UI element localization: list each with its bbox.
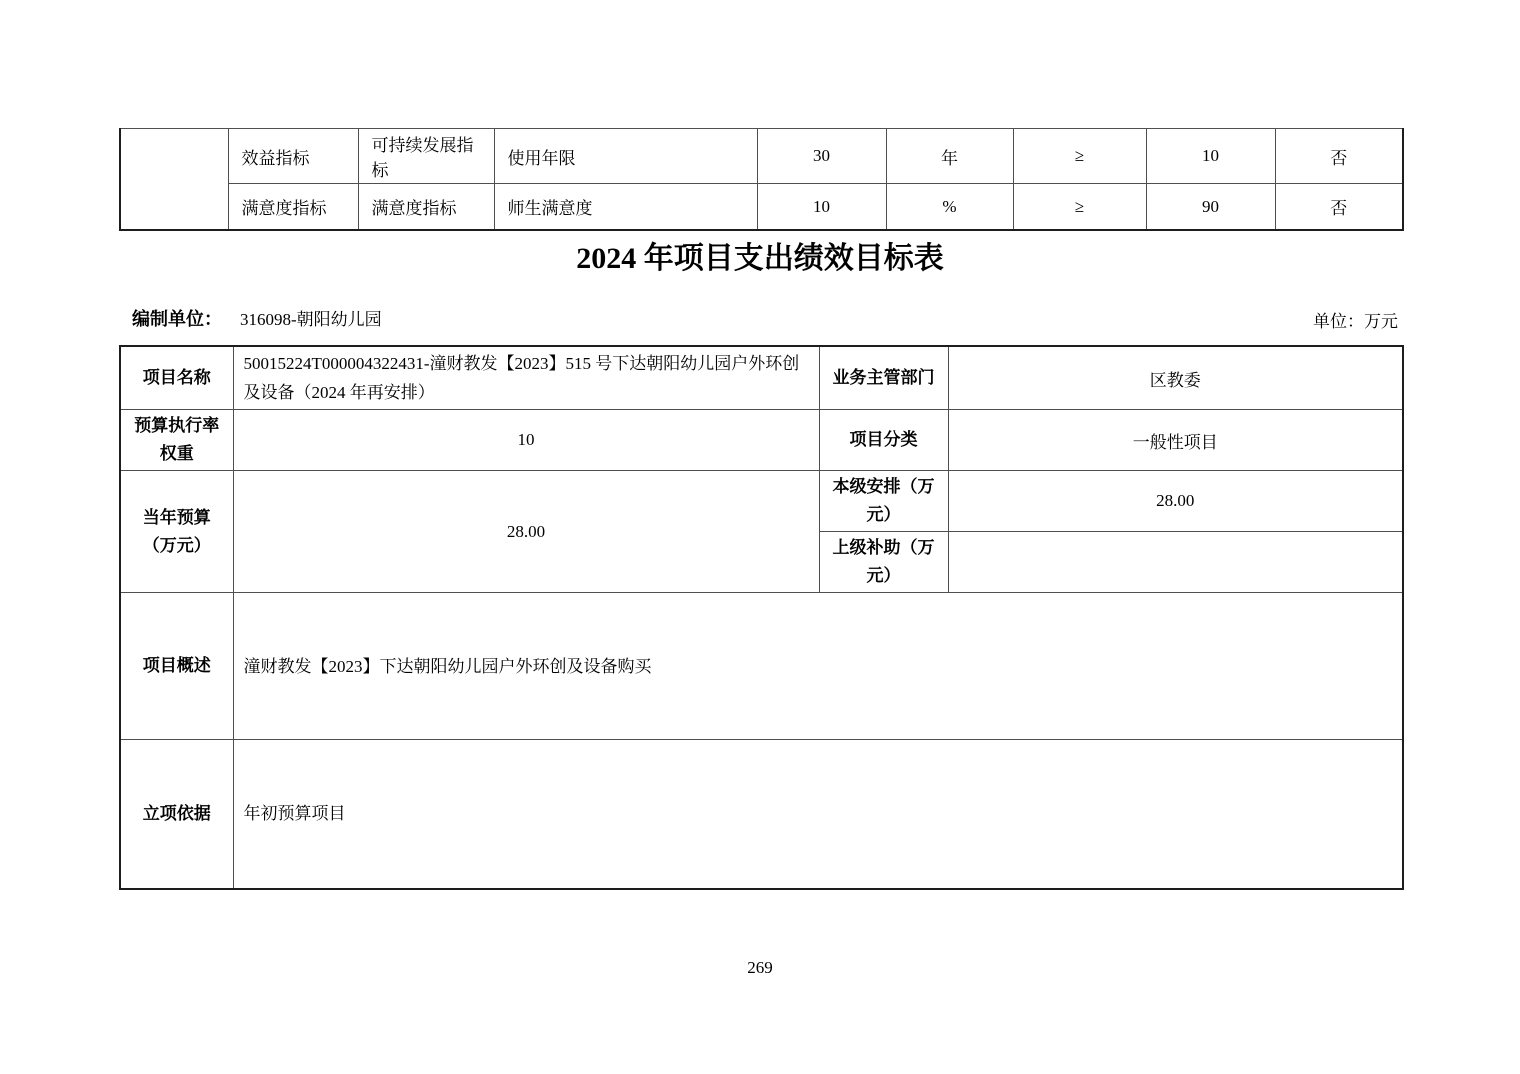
local-arrangement-value: 28.00: [948, 471, 1403, 532]
project-table: [119, 345, 1404, 890]
page-title: 2024 年项目支出绩效目标表: [576, 242, 944, 275]
dept-value: 区教委: [948, 346, 1403, 410]
cell-target: 90: [1146, 184, 1275, 231]
cell-category: 满意度指标: [228, 184, 358, 231]
row-budget-local: [120, 471, 1403, 532]
org-unit-label: 编制单位：: [132, 309, 222, 329]
superior-subsidy-value: [948, 532, 1403, 593]
cell-subcategory: 满意度指标: [358, 184, 494, 231]
cell-indicator-name: 师生满意度: [494, 184, 757, 231]
cell-unit: 年: [886, 129, 1013, 184]
overview-label: 项目概述: [120, 593, 233, 740]
cell-comparator: ≥: [1013, 129, 1146, 184]
local-arrangement-label: 本级安排（万元）: [819, 471, 948, 532]
exec-weight-label: 预算执行率权重: [120, 410, 233, 471]
indicator-row-benefit: [120, 129, 1403, 184]
row-exec-weight: [120, 410, 1403, 471]
exec-weight-value: 10: [233, 410, 819, 471]
row-project-name: [120, 346, 1403, 410]
dept-label: 业务主管部门: [819, 346, 948, 410]
page-number: 269: [747, 958, 773, 977]
org-unit-value: 316098-朝阳幼儿园: [240, 310, 382, 329]
overview-value: 潼财教发【2023】下达朝阳幼儿园户外环创及设备购买: [233, 593, 1403, 740]
budget-value: 28.00: [233, 471, 819, 593]
cell-indicator-name: 使用年限: [494, 129, 757, 184]
cell-subcategory: 可持续发展指标: [358, 129, 494, 184]
currency-unit-note: 单位：万元: [1313, 312, 1398, 331]
indicator-row-satisfaction: [120, 184, 1403, 231]
project-name-label: 项目名称: [120, 346, 233, 410]
cell-flag: 否: [1275, 184, 1403, 231]
superior-subsidy-label: 上级补助（万元）: [819, 532, 948, 593]
project-name-value: 50015224T000004322431-潼财教发【2023】515 号下达朝阳幼儿园户外环创及设备（2024 年再安排）: [233, 346, 819, 410]
basis-label: 立项依据: [120, 740, 233, 889]
cell-unit: %: [886, 184, 1013, 231]
cell-weight: 10: [757, 184, 886, 231]
indicator-table: [119, 128, 1404, 231]
budget-label: 当年预算（万元）: [120, 471, 233, 593]
row-basis: [120, 740, 1403, 889]
merged-category-cell: [120, 129, 228, 231]
basis-value: 年初预算项目: [233, 740, 1403, 889]
project-class-value: 一般性项目: [948, 410, 1403, 471]
cell-comparator: ≥: [1013, 184, 1146, 231]
org-unit: [132, 305, 382, 331]
cell-target: 10: [1146, 129, 1275, 184]
cell-flag: 否: [1275, 129, 1403, 184]
row-overview: [120, 593, 1403, 740]
meta-line: [119, 305, 1402, 331]
cell-weight: 30: [757, 129, 886, 184]
project-class-label: 项目分类: [819, 410, 948, 471]
cell-category: 效益指标: [228, 129, 358, 184]
